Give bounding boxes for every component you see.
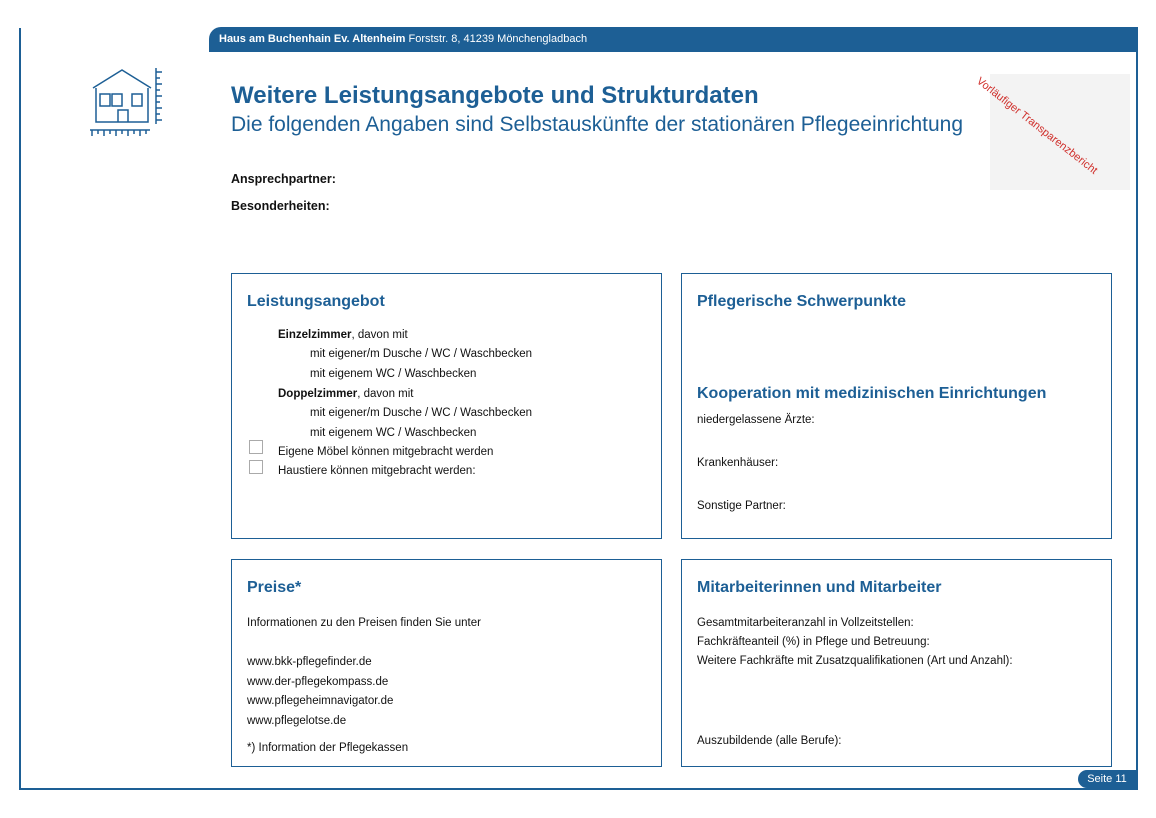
page-title: Weitere Leistungsangebote und Strukturdaten [231,82,759,109]
doctors-line: niedergelassene Ärzte: [697,414,815,426]
mitarbeiter-title: Mitarbeiterinnen und Mitarbeiter [697,579,942,596]
staff-further-line: Weitere Fachkräfte mit Zusatzqualifikationen (Art und Anzahl): [697,655,1013,667]
price-link[interactable]: www.der-pflegekompass.de [247,676,389,688]
pets-line: Haustiere können mitgebracht werden: [278,465,476,477]
page-number-badge: Seite 11 [1078,770,1136,788]
other-partners-line: Sonstige Partner: [697,500,786,512]
header-bar [209,27,1138,52]
leistungsangebot-title: Leistungsangebot [247,293,385,310]
box-preise [231,559,662,767]
frame-bottom [19,788,1138,790]
preise-intro: Informationen zu den Preisen finden Sie unter [247,617,481,629]
page-subtitle: Die folgenden Angaben sind Selbstauskünfte der stationären Pflegeeinrichtung [231,113,964,136]
schwerpunkte-title: Pflegerische Schwerpunkte [697,293,906,310]
price-link[interactable]: www.bkk-pflegefinder.de [247,656,372,668]
single-shower-line: mit eigener/m Dusche / WC / Waschbecken [310,348,532,360]
double-rooms-label: Doppelzimmer [278,388,358,400]
furniture-checkbox[interactable] [249,440,263,454]
facility-address: Forststr. 8, 41239 Mönchengladbach [408,33,588,45]
frame-left [19,28,21,790]
draft-stamp [990,74,1130,190]
frame-right [1136,28,1138,788]
contact-label: Ansprechpartner: [231,172,336,186]
preise-footnote: *) Information der Pflegekassen [247,742,409,754]
single-rooms-label: Einzelzimmer [278,329,352,341]
facility-name: Haus am Buchenhain Ev. Altenheim [219,33,406,45]
single-wc-line: mit eigenem WC / Waschbecken [310,368,477,380]
double-rooms-line [278,388,414,400]
hospitals-line: Krankenhäuser: [697,457,779,469]
price-link[interactable]: www.pflegeheimnavigator.de [247,695,394,707]
box-schwerpunkte [681,273,1112,539]
cooperation-title: Kooperation mit medizinischen Einrichtungen [697,385,1047,402]
price-link[interactable]: www.pflegelotse.de [247,715,347,727]
trainees-line: Auszubildende (alle Berufe): [697,735,842,747]
house-ruler-logo-icon [88,66,164,142]
box-mitarbeiter [681,559,1112,767]
furniture-line: Eigene Möbel können mitgebracht werden [278,446,494,458]
preise-title: Preise* [247,579,302,596]
single-rooms-line [278,329,408,341]
single-rooms-rest: , davon mit [351,329,408,341]
double-rooms-rest: , davon mit [357,388,414,400]
draft-stamp-text: Vorläufiger Transparenzbericht [974,75,1100,177]
double-wc-line: mit eigenem WC / Waschbecken [310,427,477,439]
box-leistungsangebot [231,273,662,539]
staff-share-line: Fachkräfteanteil (%) in Pflege und Betreuung: [697,636,930,648]
staff-total-line: Gesamtmitarbeiteranzahl in Vollzeitstellen: [697,617,914,629]
pets-checkbox[interactable] [249,460,263,474]
double-shower-line: mit eigener/m Dusche / WC / Waschbecken [310,407,532,419]
special-label: Besonderheiten: [231,199,330,213]
